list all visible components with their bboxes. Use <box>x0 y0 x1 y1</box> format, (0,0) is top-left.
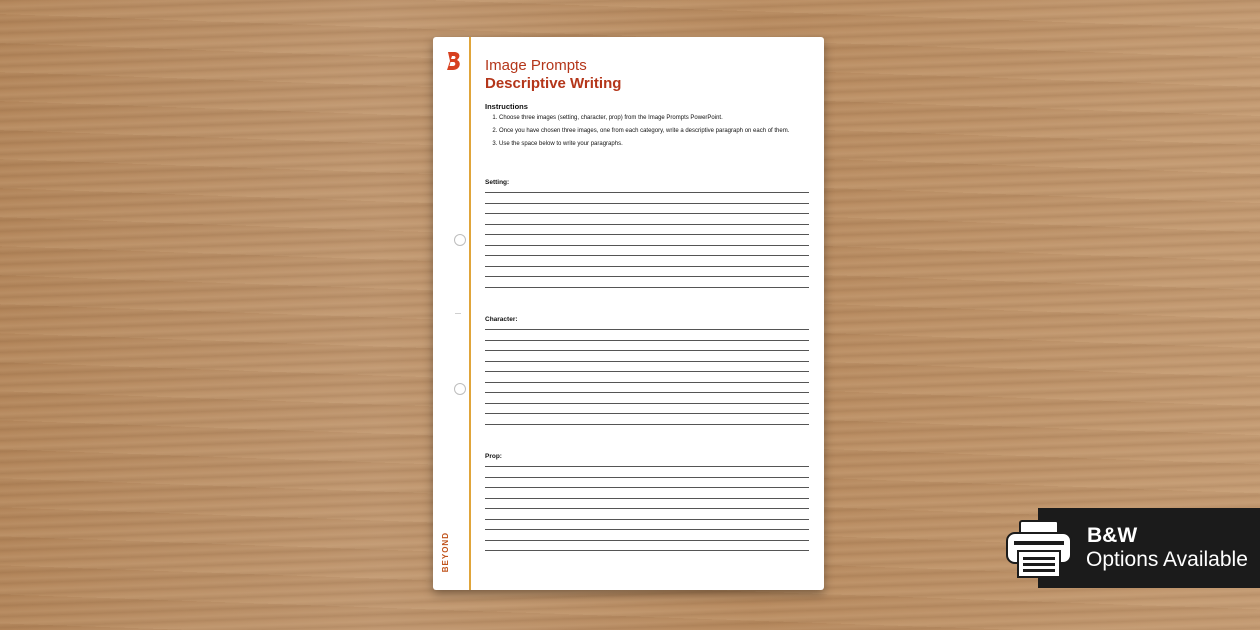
worksheet-page <box>433 37 824 590</box>
section-label: Setting: <box>485 179 510 186</box>
section-label: Prop: <box>485 453 502 460</box>
punch-hole <box>454 383 466 395</box>
instruction-item: 2. Once you have chosen three images, one from each category, write a descriptive paragraph on each of them. <box>499 127 810 135</box>
section-label: Character: <box>485 316 518 323</box>
writing-lines[interactable] <box>485 329 809 425</box>
bw-subtitle: Options Available <box>1086 548 1248 571</box>
beyond-logo-icon <box>445 51 463 71</box>
prop-section <box>485 453 809 561</box>
character-section <box>485 316 809 434</box>
bw-title: B&W <box>1087 524 1138 547</box>
writing-lines[interactable] <box>485 192 809 288</box>
instruction-item: 3. Use the space below to write your paragraphs. <box>499 140 810 148</box>
worksheet-header <box>485 57 810 153</box>
setting-section <box>485 179 809 297</box>
brand-label: BEYOND <box>441 532 450 573</box>
instructions-list <box>485 114 810 148</box>
worksheet-subtitle: Descriptive Writing <box>485 75 622 92</box>
instruction-item: 1. Choose three images (setting, character, prop) from the Image Prompts PowerPoint. <box>499 114 810 122</box>
punch-hole <box>454 234 466 246</box>
margin-spine <box>469 37 471 590</box>
instructions-heading: Instructions <box>485 102 528 111</box>
printer-icon <box>1004 519 1074 579</box>
writing-lines[interactable] <box>485 466 809 551</box>
fold-mark <box>455 313 461 314</box>
worksheet-title: Image Prompts <box>485 57 587 74</box>
